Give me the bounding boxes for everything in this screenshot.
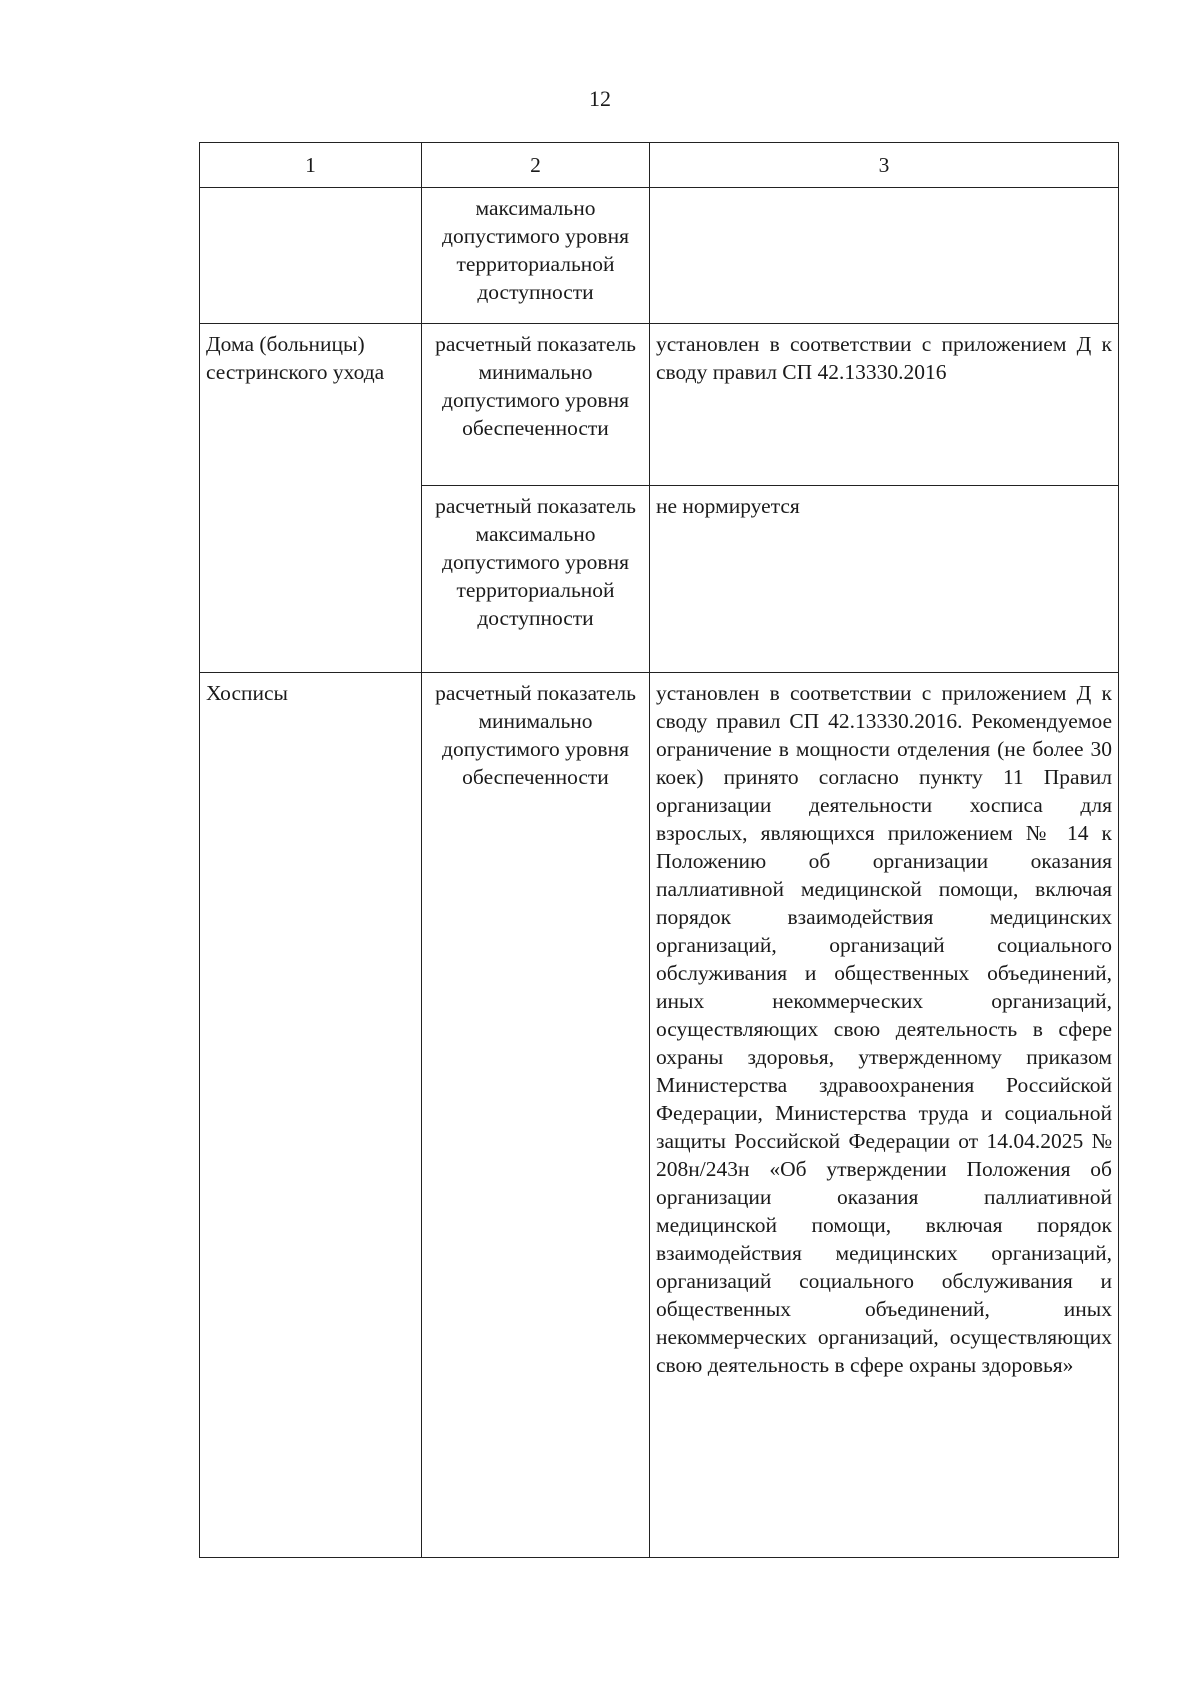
facility-cell-empty [200,188,422,324]
table-row [200,324,1119,486]
header-cell-3: 3 [650,143,1119,188]
value-cell: установлен в соответствии с приложением Д к своду правил СП 42.13330.2016. Рекомендуемое ограничение в мощности отделения (не более 30 коек) принято согласно пункту 11 Правил организации деятельности хосписа для взрослых, являющихся приложением № 14 к Положению об организации оказания паллиативной медицинской помощи, включая порядок взаимодействия медицинских организаций, организаций социального обслуживания и общественных объединений, иных некоммерческих организаций, осуществляющих свою деятельность в сфере охраны здоровья, утвержденному приказом Министерства здравоохранения Российской Федерации, Министерства труда и социальной защиты Российской Федерации от 14.04.2025 № 208н/243н «Об утверждении Положения об организации оказания паллиативной медицинской помощи, включая порядок взаимодействия медицинских организаций, организаций социального обслуживания и общественных объединений, иных некоммерческих организаций, осуществляющих свою деятельность в сфере охраны здоровья» [650,673,1119,1558]
table-header-row [200,143,1119,188]
table-row [200,673,1119,1558]
indicator-cell: расчетный показатель минимально допустимого уровня обеспеченности [422,673,650,1558]
header-cell-2: 2 [422,143,650,188]
page-number: 12 [589,86,611,111]
facility-name-cell: Дома (больницы) сестринского ухода [200,324,422,673]
facility-name-cell: Хосписы [200,673,422,1558]
value-cell: не нормируется [650,486,1119,673]
table-row [200,188,1119,324]
value-cell [650,188,1119,324]
indicators-table [199,142,1119,1558]
value-cell: установлен в соответствии с приложением Д к своду правил СП 42.13330.2016 [650,324,1119,486]
indicator-cell: расчетный показатель максимально допустимого уровня территориальной доступности [422,486,650,673]
header-cell-1: 1 [200,143,422,188]
indicator-cell: максимально допустимого уровня территориальной доступности [422,188,650,324]
indicator-cell: расчетный показатель минимально допустимого уровня обеспеченности [422,324,650,486]
